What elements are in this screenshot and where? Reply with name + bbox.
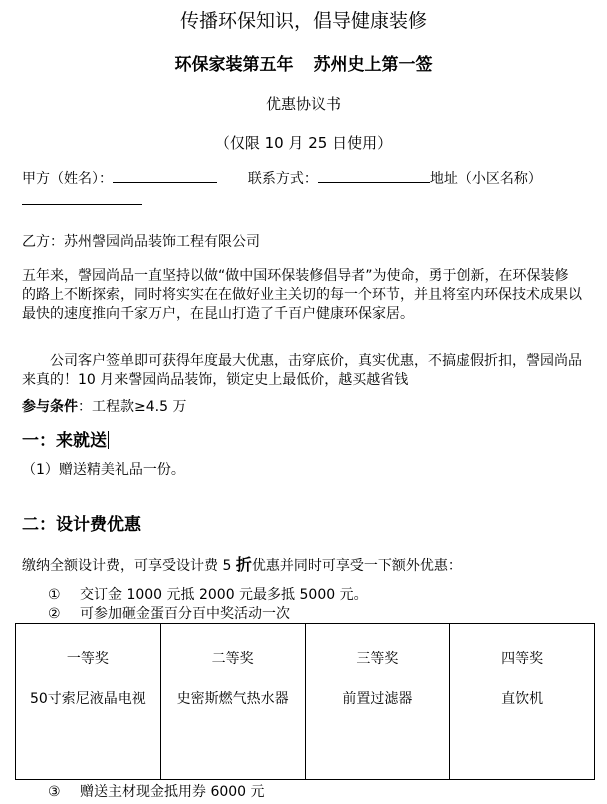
prize-cell	[305, 624, 450, 780]
text-cursor	[108, 431, 109, 449]
validity-note: （仅限 10 月 25 日使用）	[214, 134, 393, 152]
item-text: 赠送主材现金抵用券 6000 元	[80, 784, 265, 800]
prize-rank: 三等奖	[356, 651, 399, 667]
item-number: ③	[48, 784, 61, 800]
prize-rank: 一等奖	[66, 651, 109, 667]
prize-item: 前置过滤器	[342, 691, 413, 707]
condition-value: ：工程款≥4.5 万	[78, 399, 187, 415]
title-part-2: 苏州史上第一签	[313, 55, 433, 75]
intro-paragraph-1: 五年来，謦园尚品一直坚持以做“做中国环保装修倡导者”为使命，勇于创新，在环保装修的路上不断探索，同时将实实在在做好业主关切的每一个环节，并且将室内环保技术成果以最快的速度推向千家万户，在昆山打造了千百户健康环保家居。	[22, 268, 582, 322]
desc-before: 缴纳全额设计费，可享受设计费 5	[22, 558, 236, 574]
desc-after: 优惠并同时可享受一下额外优惠：	[251, 558, 462, 574]
table-row	[16, 624, 595, 780]
item-number: ②	[48, 606, 61, 622]
list-item	[48, 781, 265, 801]
section-1-item: （1）赠送精美礼品一份。	[22, 462, 185, 478]
party-a-label: 甲方（姓名）：	[22, 171, 113, 187]
prize-cell	[16, 624, 161, 780]
desc-bold: 折	[235, 555, 252, 574]
title-part-1: 环保家装第五年	[174, 55, 294, 75]
section-2-description	[22, 552, 462, 575]
condition-line	[22, 396, 186, 416]
slogan: 传播环保知识，倡导健康装修	[179, 10, 427, 32]
intro-paragraph-2: 公司客户签单即可获得年度最大优惠，击穿底价，真实优惠，不搞虚假折扣，謦园尚品来真的！10 月来謦园尚品装饰，锁定史上最低价，越买越省钱	[22, 353, 582, 388]
contact-blank[interactable]	[318, 168, 430, 183]
prize-cell	[450, 624, 595, 780]
condition-label: 参与条件	[22, 399, 78, 415]
list-item	[48, 603, 290, 623]
prize-rank: 二等奖	[211, 651, 254, 667]
address-label: 地址（小区名称）	[429, 171, 542, 187]
prize-table	[15, 623, 595, 780]
address-blank[interactable]	[22, 192, 142, 205]
party-a-line	[22, 168, 542, 188]
party-a-name-blank[interactable]	[113, 168, 217, 183]
party-b: 乙方：苏州謦园尚品装饰工程有限公司	[22, 234, 260, 250]
section-1-heading	[22, 426, 109, 451]
item-number: ①	[48, 587, 61, 603]
prize-cell	[160, 624, 305, 780]
item-text: 交订金 1000 元抵 2000 元最多抵 5000 元。	[80, 587, 368, 603]
section-2-heading: 二：设计费优惠	[22, 515, 141, 535]
item-text: 可参加砸金蛋百分百中奖活动一次	[80, 606, 290, 622]
document-type: 优惠协议书	[265, 95, 341, 113]
prize-item: 史密斯燃气热水器	[176, 691, 289, 707]
list-item	[48, 584, 368, 604]
section-1-heading-text: 一：来就送	[22, 431, 107, 451]
prize-rank: 四等奖	[501, 651, 544, 667]
prize-item: 50寸索尼液晶电视	[29, 691, 146, 707]
contact-label: 联系方式：	[247, 171, 318, 187]
page-title	[0, 50, 607, 75]
prize-item: 直饮机	[501, 691, 544, 707]
